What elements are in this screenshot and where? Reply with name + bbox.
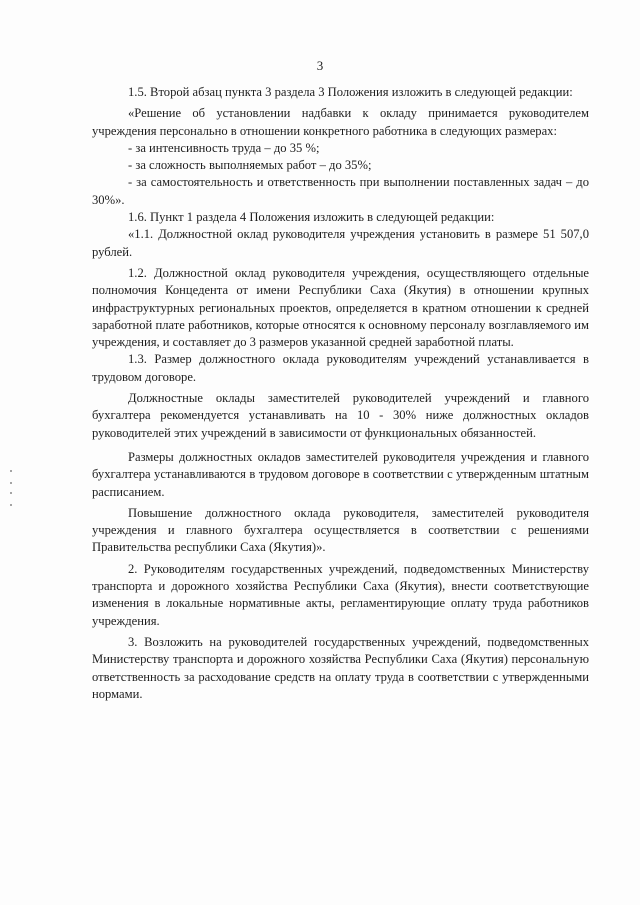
scan-artifact-marks: [8, 470, 14, 510]
paragraph-item-2: 2. Руководителям государственных учреждений, подведомственных Министерству транспорта и дорожного хозяйства Республики Саха (Якутия), внести соответствующие изменения в локальные нормативные акты, регламентирующие оплату труда работников учреждения.: [92, 561, 589, 628]
paragraph-1-5: 1.5. Второй абзац пункта 3 раздела 3 Положения изложить в следующей редакции:: [128, 85, 573, 99]
paragraph-salary-increase: Повышение должностного оклада руководителя, заместителей руководителя учреждения и главного бухгалтера осуществляется в соответствии с решениями Правительства республики Саха (Якутия)».: [92, 505, 589, 555]
paragraph-bonus-independence: - за самостоятельность и ответственность при выполнении поставленных задач – до 30%».: [92, 175, 589, 207]
paragraph-deputy-salaries: Должностные оклады заместителей руководителей учреждений и главного бухгалтера рекомендуется устанавливать на 10 - 30% ниже должностных окладов руководителей этих учреждений в зависимости от функциональных обязанностей.: [92, 391, 589, 440]
document-body: [92, 84, 589, 703]
paragraph-quote-bonus: «Решение об установлении надбавки к окладу принимается руководителем учреждения персонально в отношении конкретного работника в следующих размерах:: [92, 106, 589, 138]
paragraph-1-1-salary: «1.1. Должностной оклад руководителя учреждения установить в размере 51 507,0 рублей.: [92, 227, 589, 259]
paragraph-1-2-salary: 1.2. Должностной оклад руководителя учреждения, осуществляющего отдельные полномочия Концедента от имени Республики Саха (Якутия) в отношении крупных инфраструктурных региональных проектов, определяется в кратном отношении к средней заработной плате работников, которые относятся к основному персоналу возглавляемого им учреждения, и составляет до 3 размеров указанной средней заработной платы.: [92, 265, 589, 350]
paragraph-item-3: 3. Возложить на руководителей государственных учреждений, подведомственных Министерству транспорта и дорожного хозяйства Республики Саха (Якутия) персональную ответственность за расходование средств на оплату труда в соответствии с утвержденными нормами.: [92, 634, 589, 701]
paragraph-1-3-salary: 1.3. Размер должностного оклада руководителям учреждений устанавливается в трудовом договоре.: [92, 352, 589, 384]
page-number: 3: [316, 58, 324, 73]
paragraph-1-6: 1.6. Пункт 1 раздела 4 Положения изложить в следующей редакции:: [128, 210, 495, 225]
paragraph-bonus-complexity: - за сложность выполняемых работ – до 35%;: [128, 158, 372, 173]
paragraph-bonus-intensity: - за интенсивность труда – до 35 %;: [128, 140, 320, 155]
paragraph-salary-sizes: Размеры должностных окладов заместителей руководителя учреждения и главного бухгалтера устанавливаются в трудовом договоре в соответствии с утвержденным штатным расписанием.: [92, 449, 589, 499]
